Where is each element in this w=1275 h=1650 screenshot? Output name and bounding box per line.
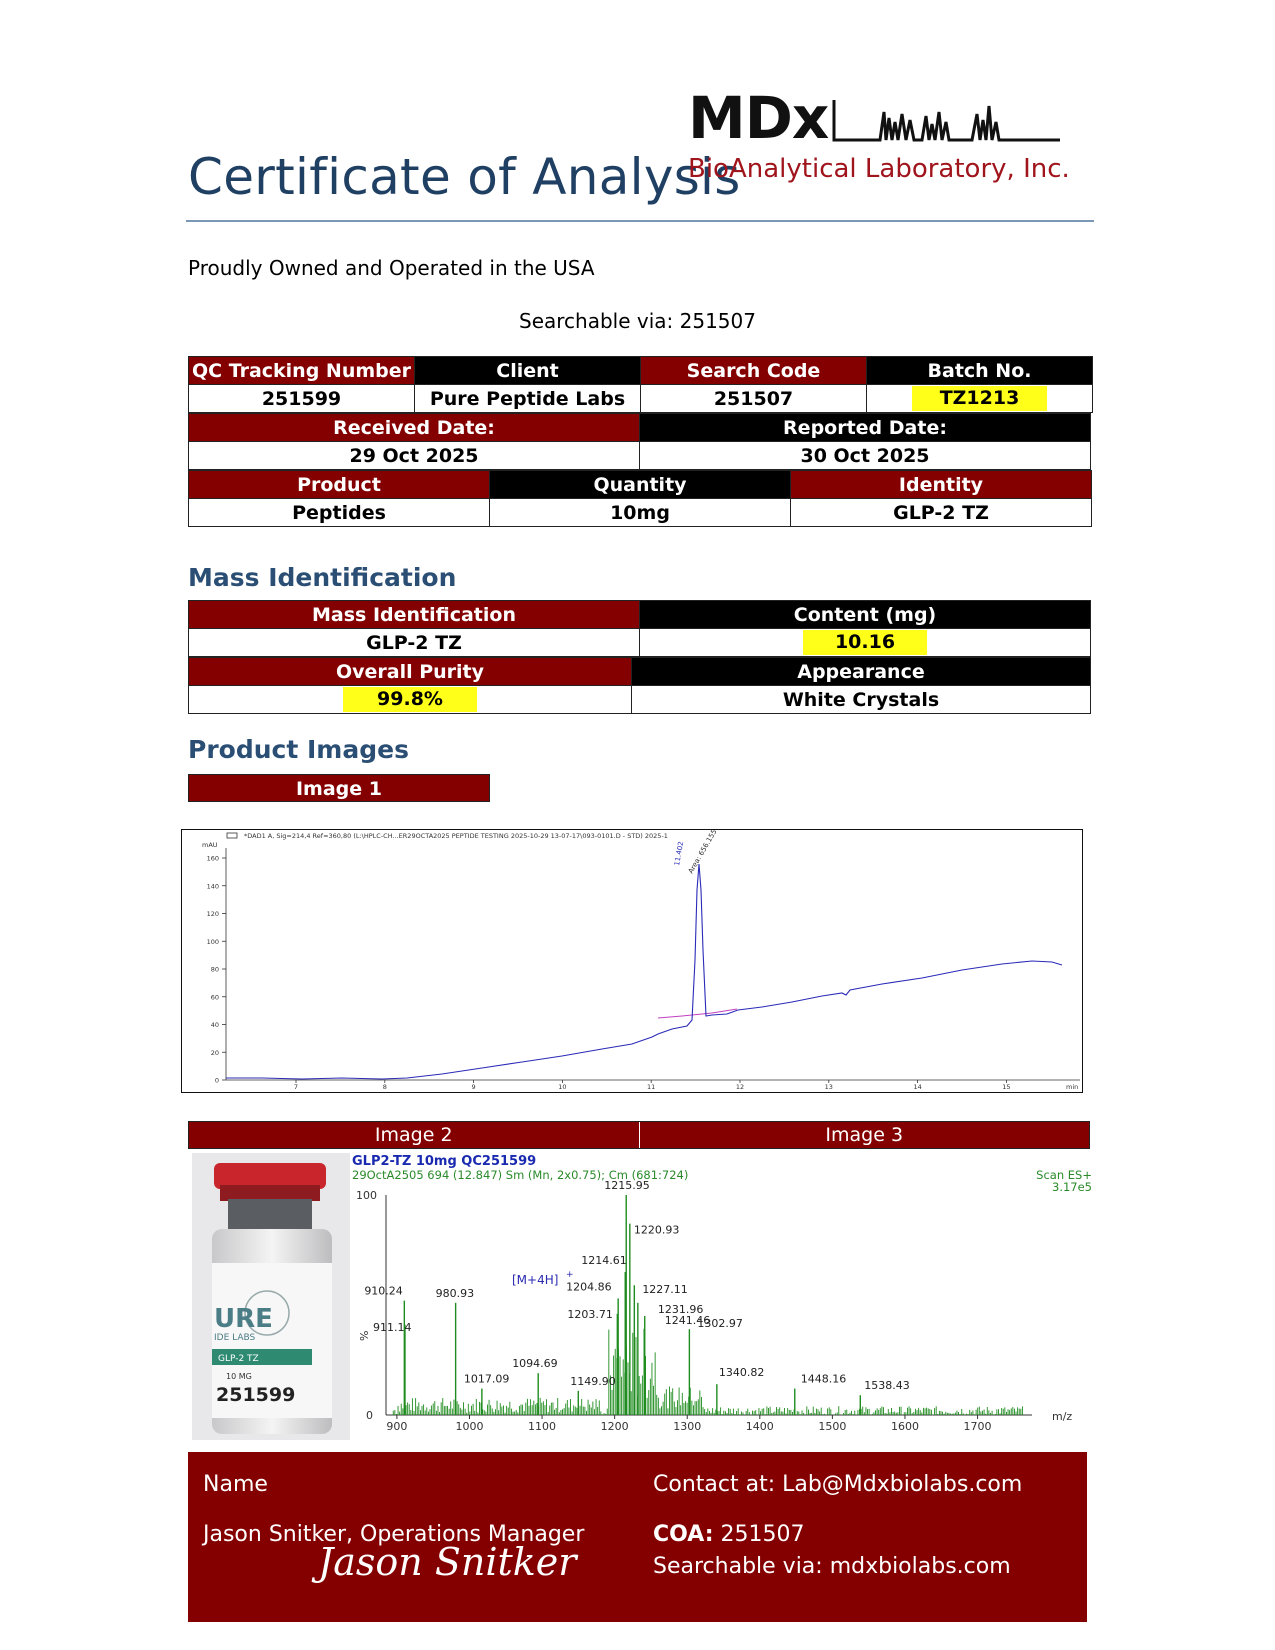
chromatogram-ytick: 40 xyxy=(210,1021,219,1029)
chromatogram-ytick: 60 xyxy=(210,993,219,1002)
ms-scan-label: Scan ES+ xyxy=(1036,1168,1092,1182)
ms-xtick: 1100 xyxy=(528,1420,557,1433)
ms-peak-label: 1220.93 xyxy=(633,1223,680,1237)
ms-peak-label: 1241.46 xyxy=(664,1314,711,1327)
vial-brand: URE xyxy=(214,1304,273,1334)
image1-label: Image 1 xyxy=(188,774,490,802)
chromatogram-svg xyxy=(182,830,1082,1092)
content-header: Content (mg) xyxy=(640,601,1091,629)
owned-text: Proudly Owned and Operated in the USA xyxy=(188,256,595,280)
ms-peak-label: 980.93 xyxy=(435,1286,475,1300)
ms-subtitle: 29OctA2505 694 (12.847) Sm (Mn, 2x0.75); Cm (681:724) xyxy=(352,1168,689,1182)
batch-header: Batch No. xyxy=(867,357,1093,385)
vial-number: 251599 xyxy=(216,1384,296,1406)
vial-product: GLP-2 TZ xyxy=(218,1354,259,1364)
chromatogram-y-unit: mAU xyxy=(202,841,218,849)
ms-annotation-sup: + xyxy=(566,1270,574,1280)
batch-value: TZ1213 xyxy=(912,386,1048,411)
product-header: Product xyxy=(189,471,490,499)
content-cell xyxy=(640,629,1091,657)
signature: Jason Snitker xyxy=(318,1540,577,1584)
ms-peak-label: 1215.95 xyxy=(604,1179,650,1192)
reported-date-value: 30 Oct 2025 xyxy=(640,442,1091,470)
ms-peak-label: 1302.97 xyxy=(697,1317,743,1331)
image3-label: Image 3 xyxy=(639,1122,1090,1148)
lab-logo: MDx xyxy=(688,84,829,152)
chromatogram-ytick: 140 xyxy=(206,882,219,891)
qc-tracking-header: QC Tracking Number xyxy=(189,357,415,385)
ms-peak-label: 1204.86 xyxy=(566,1280,612,1294)
ms-peak-label: 1214.61 xyxy=(581,1254,627,1267)
ms-xtick: 1400 xyxy=(745,1420,774,1433)
chromatogram-xtick: 10 xyxy=(558,1083,567,1091)
mass-table xyxy=(188,600,1090,714)
chromatogram-baseline xyxy=(658,1009,737,1018)
product-value: Peptides xyxy=(189,499,490,527)
image2-label: Image 2 xyxy=(189,1122,639,1148)
images-section-title: Product Images xyxy=(188,735,409,764)
reported-date-header: Reported Date: xyxy=(640,414,1091,442)
chromatogram-ytick: 80 xyxy=(210,965,219,974)
appearance-value: White Crystals xyxy=(632,686,1091,714)
ms-xtick: 1500 xyxy=(818,1420,847,1433)
ms-peak-label: 1448.16 xyxy=(800,1372,847,1386)
ms-xtick: 1600 xyxy=(890,1420,919,1433)
received-date-value: 29 Oct 2025 xyxy=(189,442,640,470)
ms-ytick-top: 100 xyxy=(356,1189,377,1202)
chromatogram-xtick: 8 xyxy=(382,1083,387,1091)
mass-id-header: Mass Identification xyxy=(189,601,640,629)
info-row-3 xyxy=(188,470,1092,527)
mass-section-title: Mass Identification xyxy=(188,563,457,592)
lab-name: BioAnalytical Laboratory, Inc. xyxy=(688,154,1070,184)
footer-contact: Contact at: Lab@Mdxbiolabs.com xyxy=(653,1472,1023,1497)
ms-ylabel: % xyxy=(358,1330,371,1341)
info-table xyxy=(188,356,1090,527)
qc-tracking-value: 251599 xyxy=(189,385,415,413)
ms-peak-label: 1340.82 xyxy=(718,1366,765,1380)
hplc-chromatogram xyxy=(181,829,1083,1093)
vial-mg: 10 MG xyxy=(226,1372,252,1381)
chromatogram-trace xyxy=(226,864,1062,1079)
image-labels-row xyxy=(188,1121,1090,1149)
signature-footer xyxy=(188,1452,1087,1622)
vial-illustration xyxy=(192,1153,350,1440)
ms-annotation: [M+4H] xyxy=(512,1273,559,1287)
chromatogram-xtick: 13 xyxy=(824,1083,833,1091)
footer-coa-value: 251507 xyxy=(720,1522,805,1547)
info-row-2 xyxy=(188,413,1091,470)
logo-chromatogram-icon xyxy=(832,96,1062,144)
searchable-text: Searchable via: 251507 xyxy=(519,309,756,333)
ms-peak-label: 1227.11 xyxy=(642,1283,688,1297)
batch-cell xyxy=(867,385,1093,413)
chromatogram-ytick: 120 xyxy=(206,910,219,918)
chromatogram-xtick: 12 xyxy=(735,1083,745,1091)
ms-ytick-bottom: 0 xyxy=(366,1409,373,1422)
ms-title: GLP2-TZ 10mg QC251599 xyxy=(352,1154,537,1169)
ms-xtick: 1700 xyxy=(963,1420,992,1433)
product-vial-image xyxy=(192,1153,350,1440)
quantity-value: 10mg xyxy=(490,499,791,527)
chromatogram-peak-label: 11.402 xyxy=(673,840,686,867)
ms-intensity-label: 3.17e5 xyxy=(1052,1180,1092,1194)
received-date-header: Received Date: xyxy=(189,414,640,442)
purity-header: Overall Purity xyxy=(189,658,632,686)
mass-spectrum-svg xyxy=(352,1153,1094,1453)
ms-xtick: 1000 xyxy=(455,1420,484,1433)
chromatogram-ytick: 20 xyxy=(210,1048,219,1057)
ms-peak-label: 1231.96 xyxy=(657,1302,704,1316)
ms-xtick: 1200 xyxy=(600,1420,629,1433)
mass-id-value: GLP-2 TZ xyxy=(189,629,640,657)
client-value: Pure Peptide Labs xyxy=(415,385,641,413)
ms-peak-label: 1094.69 xyxy=(512,1357,558,1371)
ms-peak-label: 910.24 xyxy=(364,1284,403,1298)
ms-peak-label: 1017.09 xyxy=(463,1372,510,1386)
client-header: Client xyxy=(415,357,641,385)
ms-peak-label: 1203.71 xyxy=(567,1307,613,1321)
ms-peak-label: 1149.90 xyxy=(570,1374,616,1388)
chromatogram-ytick: 0 xyxy=(214,1076,219,1085)
footer-person: Jason Snitker, Operations Manager xyxy=(203,1522,585,1547)
identity-value: GLP-2 TZ xyxy=(791,499,1092,527)
purity-value: 99.8% xyxy=(343,687,477,712)
page-title: Certificate of Analysis xyxy=(188,148,741,206)
identity-header: Identity xyxy=(791,471,1092,499)
chromatogram-xtick: 15 xyxy=(1002,1083,1011,1091)
chromatogram-xtick: 7 xyxy=(293,1083,299,1091)
chromatogram-ytick: 160 xyxy=(206,854,219,863)
footer-coa-label: COA: xyxy=(653,1522,714,1547)
chromatogram-xtick: 11 xyxy=(647,1083,656,1091)
footer-name-label: Name xyxy=(203,1472,268,1497)
appearance-header: Appearance xyxy=(632,658,1091,686)
info-row-1 xyxy=(188,356,1093,413)
footer-coa xyxy=(653,1522,804,1547)
ms-peak-label: 1538.43 xyxy=(864,1379,910,1393)
chromatogram-header: *DAD1 A, Sig=214,4 Ref=360,80 (L:\HPLC-CH...ER29OCTA2025 PEPTIDE TESTING 2025-10-29 13-07-17\093-0101.D - STD) 2025-1 xyxy=(244,832,668,840)
vial-brand-sub: IDE LABS xyxy=(214,1333,256,1343)
ms-peak-label: 911.14 xyxy=(372,1320,412,1334)
ms-xtick: 1300 xyxy=(673,1420,702,1433)
search-code-value: 251507 xyxy=(641,385,867,413)
quantity-header: Quantity xyxy=(490,471,791,499)
chromatogram-x-unit: min xyxy=(1066,1083,1079,1091)
content-value: 10.16 xyxy=(803,630,927,655)
chromatogram-xtick: 14 xyxy=(913,1083,922,1091)
chromatogram-xtick: 9 xyxy=(471,1083,476,1091)
header-divider xyxy=(186,220,1094,222)
ms-xlabel: m/z xyxy=(1052,1410,1073,1423)
mass-spectrum xyxy=(352,1153,1094,1453)
footer-searchable: Searchable via: mdxbiolabs.com xyxy=(653,1554,1011,1579)
chromatogram-area-label: Area: 656.155 xyxy=(686,830,719,875)
purity-cell xyxy=(189,686,632,714)
ms-xtick: 900 xyxy=(386,1420,408,1433)
chromatogram-ytick: 100 xyxy=(206,937,219,946)
search-code-header: Search Code xyxy=(641,357,867,385)
